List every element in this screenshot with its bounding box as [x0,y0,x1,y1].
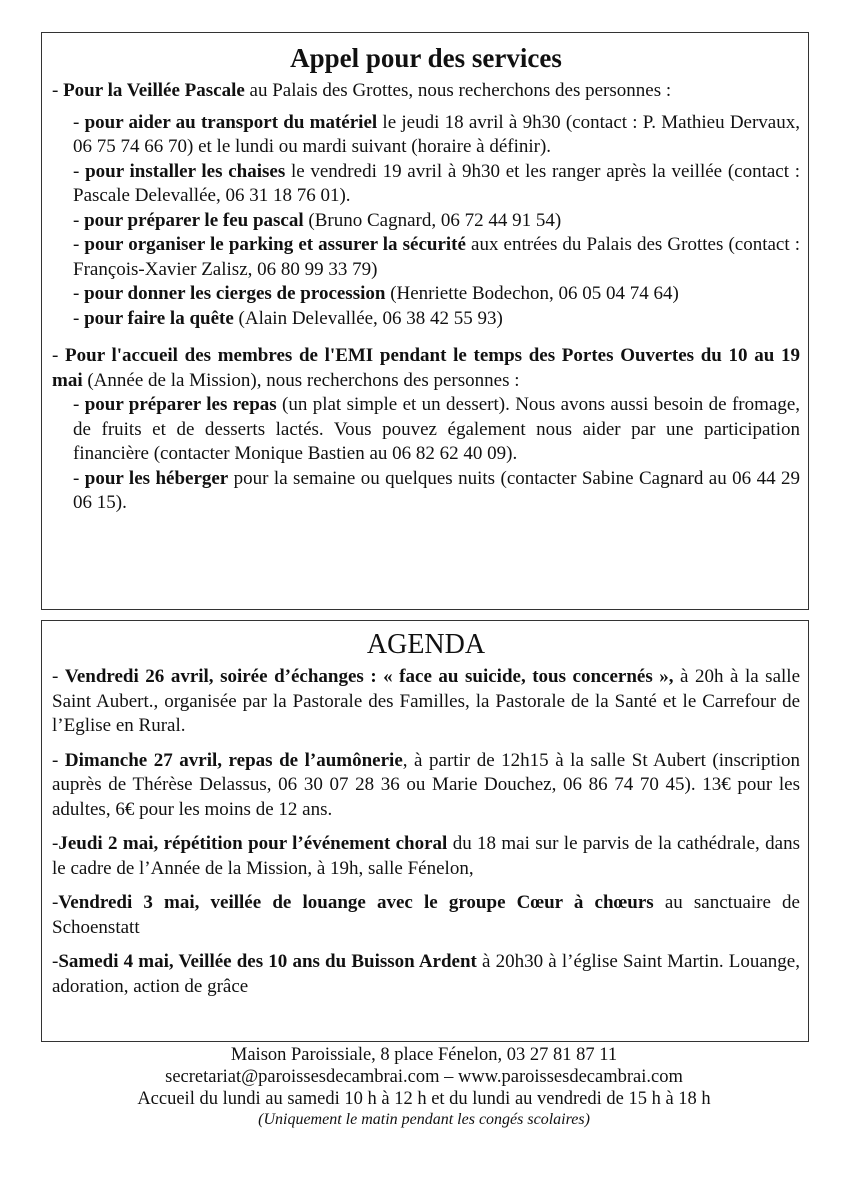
services-box [41,32,809,610]
veillee-list [73,111,800,332]
footer-note: (Uniquement le matin pendant les congés scolaires) [258,1111,590,1128]
agenda-title: AGENDA [366,629,486,660]
veillee-intro: - Pour la Veillée Pascale au Palais des Grottes, nous recherchons des personnes : [52,80,672,101]
list-item: - pour préparer le feu pascal (Bruno Cagnard, 06 72 44 91 54) [73,209,562,231]
footer-address: Maison Paroissiale, 8 place Fénelon, 03 27 81 87 11 [230,1045,618,1065]
services-title: Appel pour des services [290,43,562,73]
footer-contact: secretariat@paroissesdecambrai.com – www.paroissesdecambrai.com [165,1067,683,1087]
list-item: - pour aider au transport du matériel le jeudi 18 avril à 9h30 (contact : P. Mathieu Dervaux, 06 75 74 66 70) et le lundi ou mardi suivant (horaire à définir). [73,111,800,157]
agenda-item: -Jeudi 2 mai, répétition pour l’événement choral du 18 mai sur le parvis de la cathédrale, dans le cadre de l’Année de la Mission, à 19h, salle Fénelon, [52,833,800,879]
agenda-item: - Dimanche 27 avril, repas de l’aumônerie, à partir de 12h15 à la salle St Aubert (inscription auprès de Thérèse Delassus, 06 30 07 28 36 ou Marie Douchez, 06 86 74 70 45). 13€ pour les adultes, 6€ pour les moins de 12 ans. [52,749,801,820]
footer-hours: Accueil du lundi au samedi 10 h à 12 h et du lundi au vendredi de 15 h à 18 h [137,1089,711,1109]
footer [0,1044,848,1130]
list-item: - pour organiser le parking et assurer la sécurité aux entrées du Palais des Grottes (contact : François-Xavier Zalisz, 06 80 99 33 79) [73,234,800,280]
agenda-box [41,620,809,1042]
list-item: - pour préparer les repas (un plat simple et un dessert). Nous avons aussi besoin de fromage, de fruits et de desserts lactés. Vous pouvez également nous aider par une participation financière (contacter Monique Bastien au 06 82 62 40 09). [73,394,801,464]
list-item: - pour installer les chaises le vendredi 19 avril à 9h30 et les ranger après la veillée (contact : Pascale Delevallée, 06 31 18 76 01). [73,160,801,206]
list-item: - pour les héberger pour la semaine ou quelques nuits (contacter Sabine Cagnard au 06 44 29 06 15). [73,467,800,513]
emi-intro: - Pour l'accueil des membres de l'EMI pendant le temps des Portes Ouvertes du 10 au 19 mai (Année de la Mission), nous recherchons des personnes : [52,345,800,391]
list-item: - pour donner les cierges de procession (Henriette Bodechon, 06 05 04 74 64) [73,283,679,304]
emi-list [73,393,800,516]
agenda-item: - Vendredi 26 avril, soirée d’échanges : « face au suicide, tous concernés », à 20h à la salle Saint Aubert., organisée par la Pastorale des Familles, la Pastorale de la Santé et le Carrefour de l’Eglise en Rural. [52,666,801,736]
list-item: - pour faire la quête (Alain Delevallée, 06 38 42 55 93) [73,307,503,329]
agenda-item: -Vendredi 3 mai, veillée de louange avec le groupe Cœur à chœurs au sanctuaire de Schoenstatt [52,892,800,938]
agenda-item: -Samedi 4 mai, Veillée des 10 ans du Buisson Ardent à 20h30 à l’église Saint Martin. Louange, adoration, action de grâce [52,951,800,997]
